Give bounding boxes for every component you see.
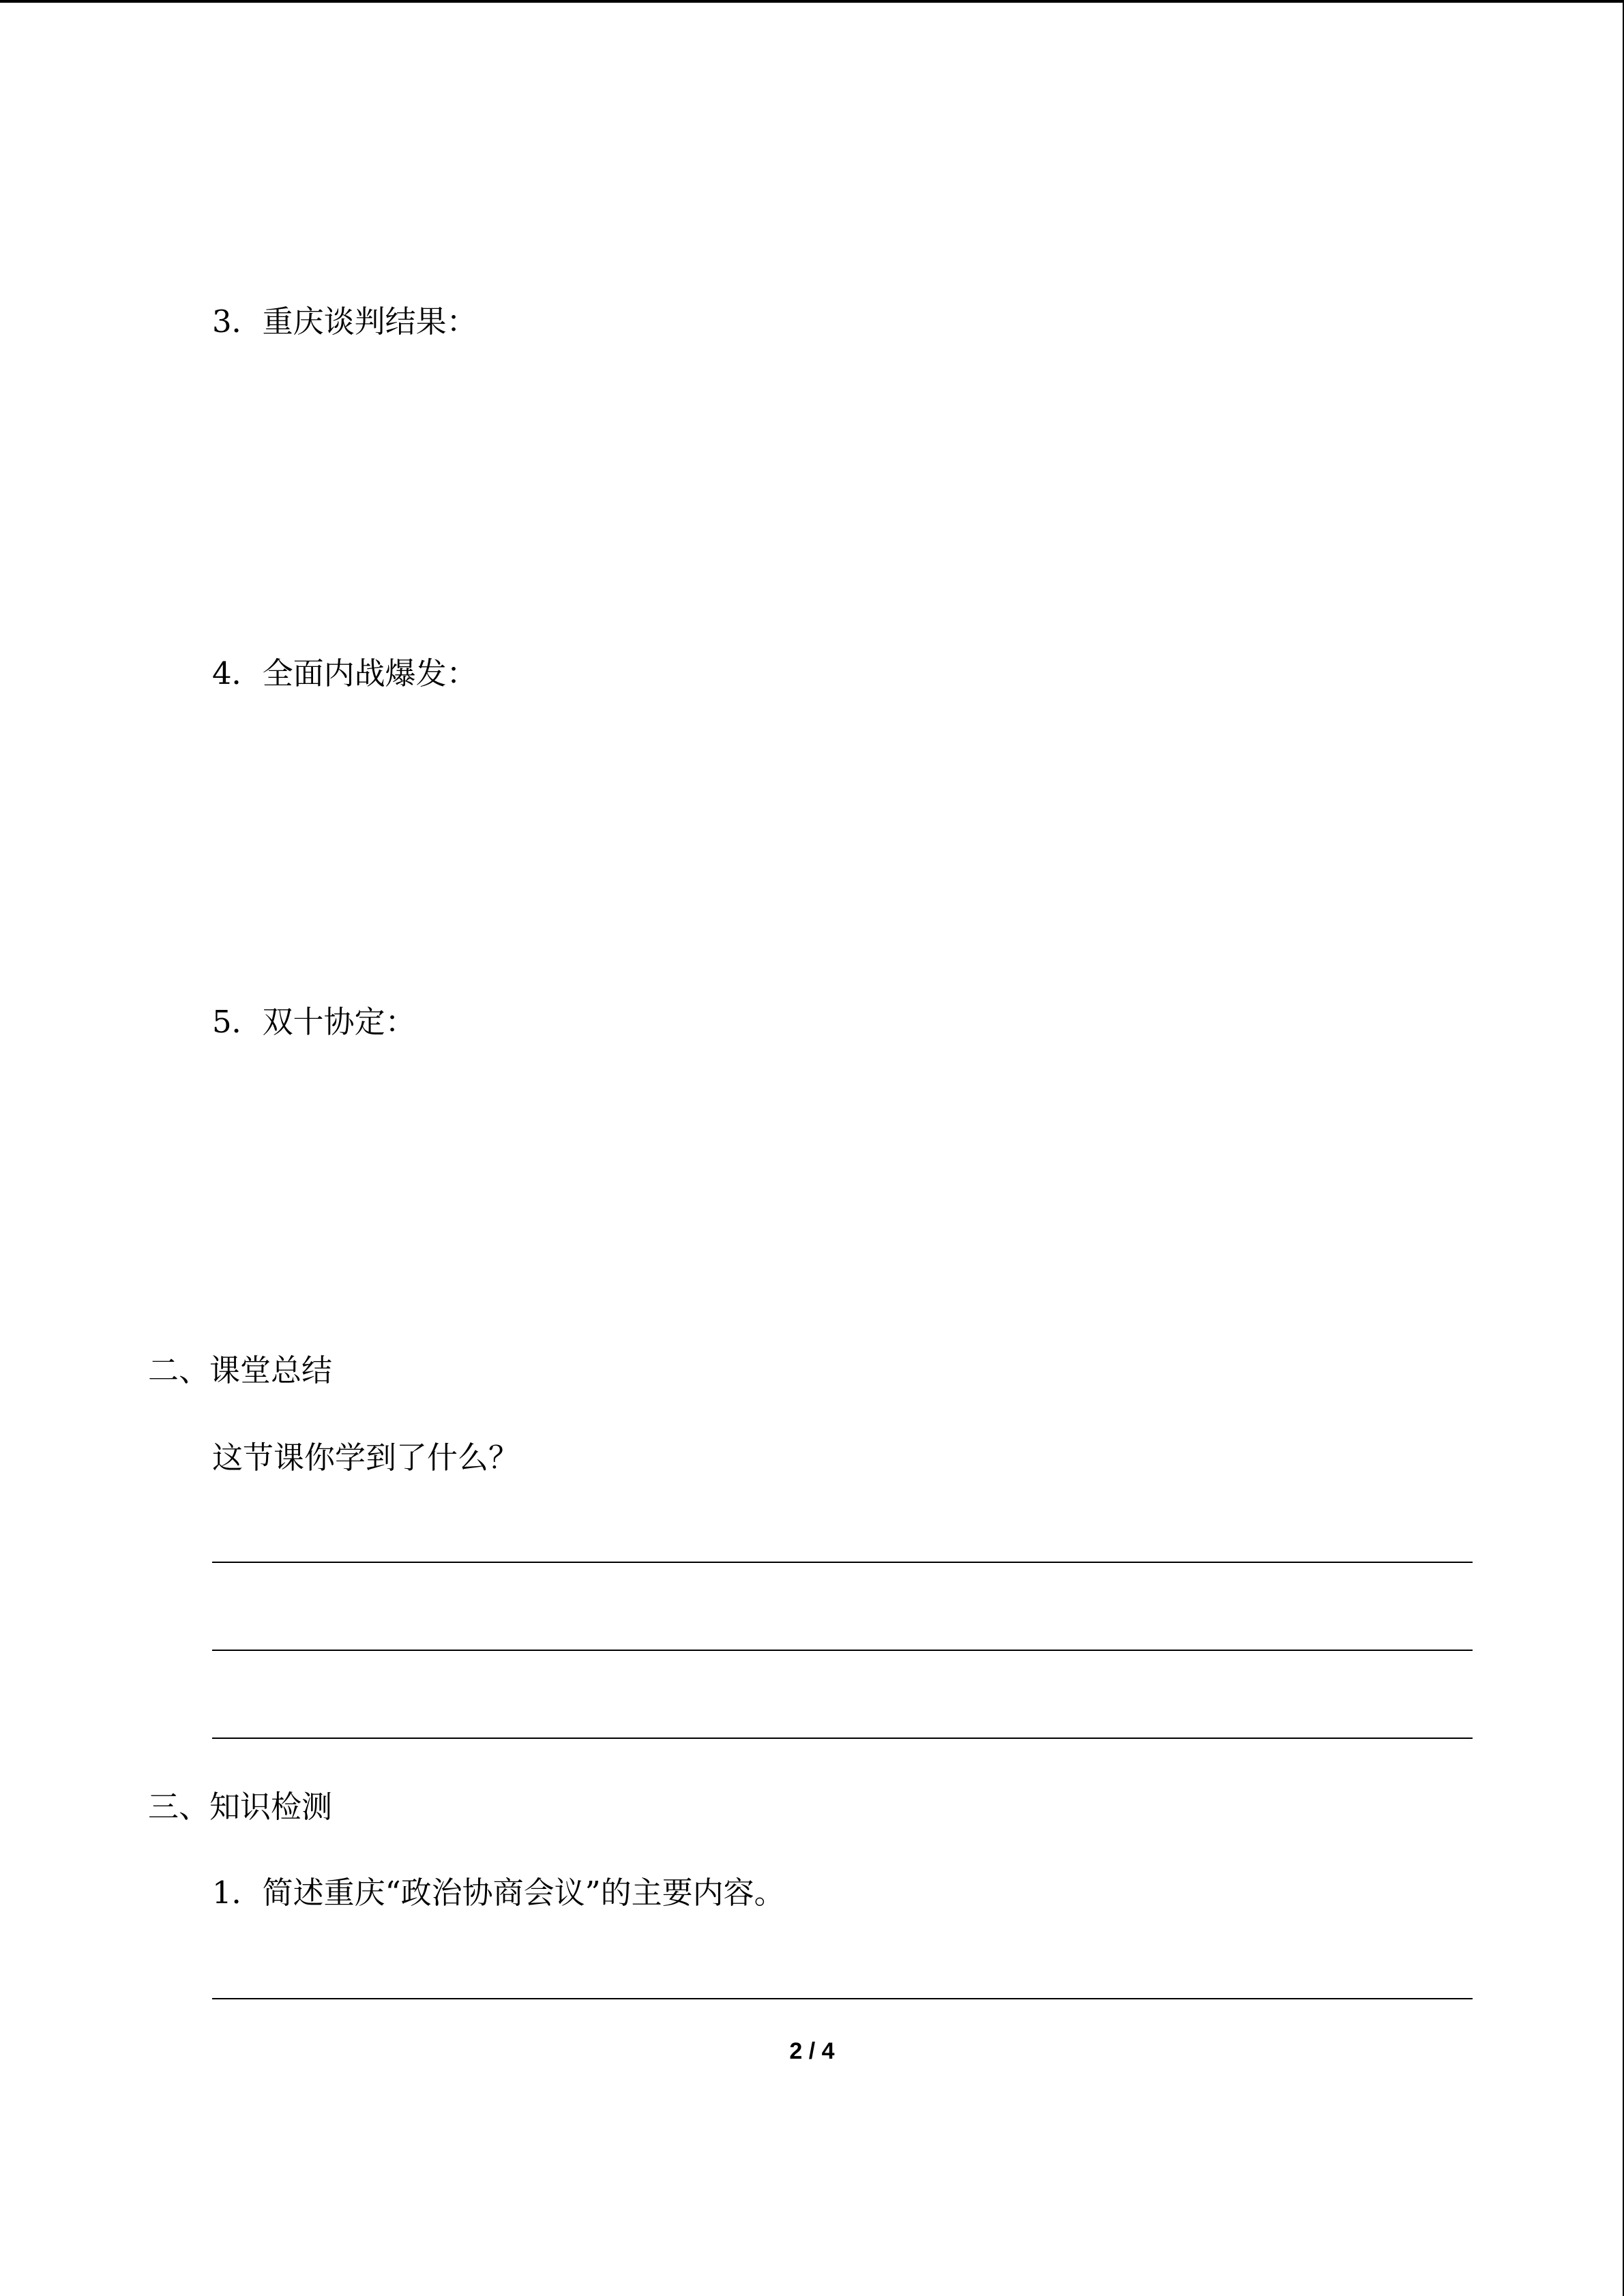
question-1-answer-line[interactable] [212, 1998, 1473, 1999]
section-3-heading: 三、知识检测 [148, 1789, 333, 1825]
item-4-label: 4．全面内战爆发： [212, 655, 477, 691]
question-1: 1．简述重庆“政治协商会议”的主要内容。 [212, 1875, 785, 1911]
answer-line-1[interactable] [212, 1562, 1473, 1563]
item-5-label: 5．双十协定： [212, 1004, 416, 1040]
answer-line-3[interactable] [212, 1738, 1473, 1739]
summary-prompt: 这节课你学到了什么？ [212, 1440, 520, 1476]
page-top-border [0, 0, 1624, 3]
answer-line-2[interactable] [212, 1650, 1473, 1651]
page-number: 2 / 4 [789, 2038, 835, 2064]
section-2-heading: 二、课堂总结 [148, 1352, 333, 1388]
item-3-label: 3．重庆谈判结果： [212, 303, 477, 340]
